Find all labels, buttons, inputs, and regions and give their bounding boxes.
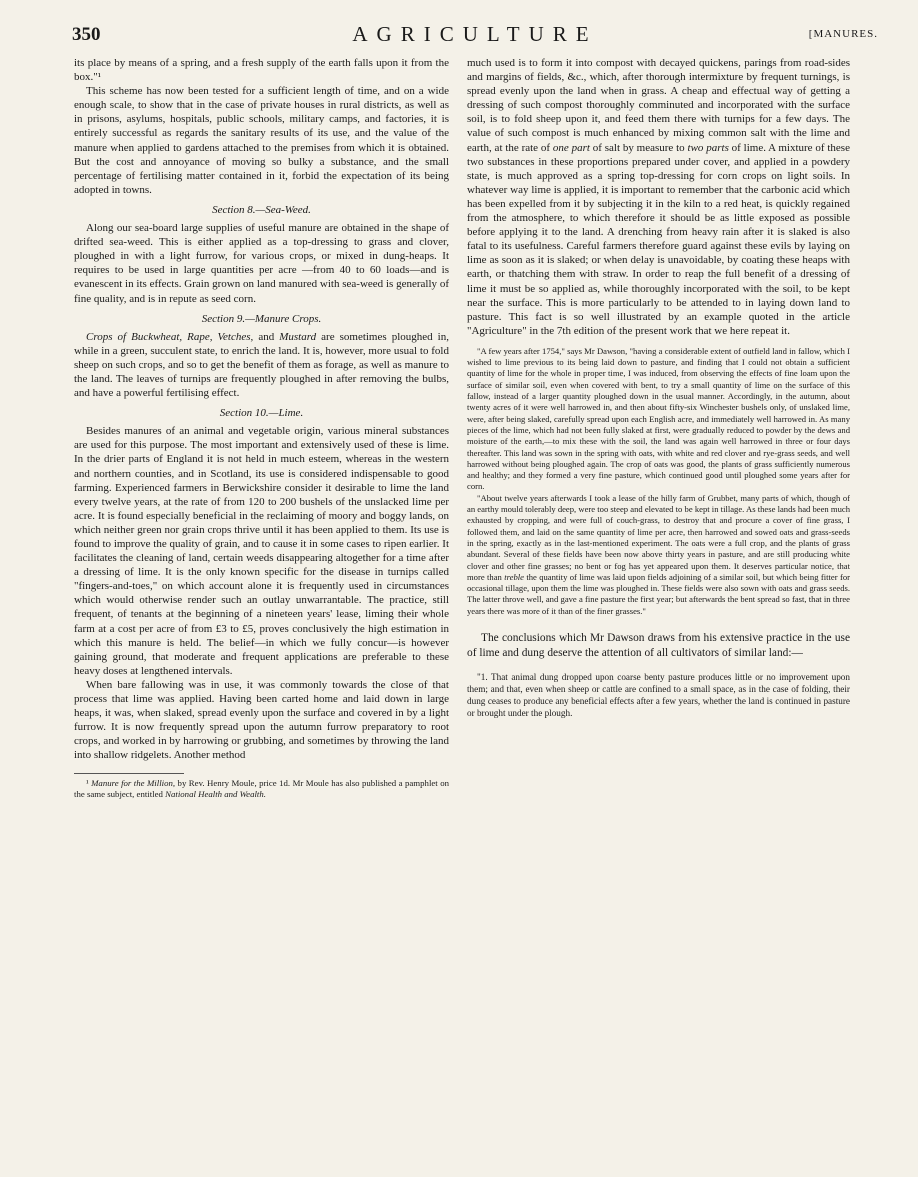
section-heading: Section 10.—Lime.	[219, 407, 304, 420]
paragraph: This scheme has now been tested for a sufficient length of time, and on a wide enough scale, to show that in the case of private houses in rural districts, as well as in prisons, asylums, hospitals, public schools, military camps, and factories, it is entirely successful as regards the sanitary results of its use, and the value of the manure when applied to gardens attached to the premises from which it is obtained. But the cost and annoyance of moving so bulky a substance, and the small percentage of fertilising matter contained in it, forbid the expectation of its being adopted in towns.	[74, 85, 449, 196]
italic-term: one part	[552, 141, 590, 154]
block-quote	[467, 672, 850, 719]
body-paragraph-block	[467, 631, 850, 660]
footnote-title: Manure for the Million,	[91, 777, 176, 788]
section-tag: [MANURES.	[808, 28, 878, 40]
text-run: of lime. A mixture of these two substances in these proportions prepared under cover, and applied in a powdery state, is much approved as a spring top-dressing for corn crops on light soils. In whatever way lime is applied, it is important to remember that the carbonic acid which has been expelled from it by subjecting it in the kiln to a red heat, is quickly regained from the atmosphere, to which therefore it should be as little exposed as possible before applying it to the land. A drenching from heavy rain after it is slaked is also fatal to its usefulness. Careful farmers therefore guard against these evils by laying on lime as soon as it is slaked; or when delay is unavoidable, by coating these heaps with earth, or thatching them with straw. In order to reap the full benefit of a dressing of lime it must be so applied as, while thoroughly incorporated with the soil, to be kept near the surface. This is more particularly to be attended to in laying down land to pasture. This fact is so well illustrated by an example quoted in the article "Agriculture" in the 7th edition of the present work that we here repeat it.	[467, 141, 850, 337]
quote-paragraph: "1. That animal dung dropped upon coarse benty pasture produces little or no improvement upon them; and that, even when sheep or cattle are confined to a small space, as in the case of folding, their dung ceases to produce any beneficial effects after a few years, whether the land is continued in pasture or brought under the plough.	[467, 672, 850, 718]
page-header	[72, 22, 878, 52]
paragraph: When bare fallowing was in use, it was commonly towards the close of that process that lime was applied. Having been carted home and laid down in large heaps, it was, when slaked, spread evenly upon the surface and covered in by a light furrow. It is now frequently spread upon the autumn furrow preparatory to root crops, and worked in by harrowing or grubbing, and sometimes by throwing the land into shallow ridgelets. Another method	[74, 678, 449, 762]
footnote-title: National Health and Wealth.	[165, 788, 266, 799]
block-quote	[467, 346, 850, 617]
section-heading: Section 8.—Sea-Weed.	[212, 203, 311, 216]
text-run: of salt by measure to	[589, 141, 688, 154]
running-title: AGRICULTURE	[352, 22, 598, 46]
paragraph	[467, 56, 850, 338]
paragraph: Along our sea-board large supplies of useful manure are obtained in the shape of drifted sea-weed. This is either applied as a top-dressing to grass and clover, ploughed in with a light furrow, for various crops, or mixed in dung-heaps. It requires to be used in large quantities per acre —from 40 to 60 loads—and is evanescent in its effects. Grain grown on land manured with sea-weed is generally of fine quality, and is in repute as seed corn.	[74, 222, 449, 305]
text-run: and	[253, 330, 280, 343]
paragraph: its place by means of a spring, and a fresh supply of the earth falls upon it from the box."¹	[74, 57, 449, 84]
left-column	[74, 56, 449, 800]
paragraph: The conclusions which Mr Dawson draws from his extensive practice in the use of lime and dung deserve the attention of all cultivators of similar land:—	[467, 632, 850, 659]
text-run: the quantity of lime was laid upon fields adjoining of a similar soil, but which being fitter for occasional tillage, upon them the lime was ploughed in. These fields were also sown with oats and grass seeds. The latter throve well, and gave a fine pasture the first year; but afterwards the bent spread so fast, that in three years there was more of it than of the finer grasses."	[467, 571, 850, 616]
italic-term: Crops of Buckwheat, Rape, Vetches,	[86, 330, 254, 343]
italic-term: Mustard	[279, 330, 317, 343]
italic-term: two parts	[687, 141, 729, 154]
footnote-mark: ¹	[86, 777, 92, 788]
text-run: much used is to form it into compost with decayed quickens, parings from road-sides and margins of fields, &c., which, after thorough intermixture by frequent turnings, is spread evenly upon the land when in grass. A cheap and effectual way of getting a dressing of such compost thoroughly comminuted and incorporated with the surface soil, is to fold sheep upon it, and feed them there with turnips for a few days. The value of such compost is much enhanced by mixing common salt with the lime and earth, at the rate of	[467, 57, 850, 154]
quote-paragraph	[467, 493, 850, 617]
italic-term: treble	[504, 571, 524, 582]
text-run: by Rev. Henry Moule, price 1d. Mr Moule has also published a pamphlet on the same subject, entitled	[74, 777, 449, 799]
text-run: are sometimes ploughed in, while in a green, succulent state, to enrich the land. It is, however, more usual to fold sheep on such crops, and so to get the benefit of them as forage, as well as manure to the land. The leaves of turnips are frequently ploughed in after removing the bulbs, and have a powerful fertilising effect.	[74, 330, 449, 400]
footnote-rule	[74, 773, 184, 774]
section-heading: Section 9.—Manure Crops.	[201, 312, 322, 325]
paragraph: Besides manures of an animal and vegetable origin, various mineral substances are used for this purpose. The most important and extensively used of these is lime. In the drier parts of England it is not held in much esteem, whereas in the western and northern counties, and in Scotland, its use is considered indispensable to good farming. Experienced farmers in Berwickshire consider it desirable to lime the land every twelve years, at the rate of from 120 to 200 bushels of the unslacked lime per acre. It is found especially beneficial in the reclaiming of moory and boggy lands, on which neither green nor grain crops thrive until it has been applied to them. Its use is found to improve the quality of grain, and to cause it in some cases to ripen earlier. It facilitates the cleaning of land, certain weeds disappearing altogether for a time after a dressing of lime. It is the only known specific for the disease in turnips called "fingers-and-toes," on which account alone it is frequently used in circumstances which would otherwise render such an outlay unwarrantable. The practice, still frequent, of tenants at the beginning of a nineteen years' lease, liming their whole farm at a cost per acre of from £3 to £5, proves conclusively the high estimation in which this manure is held. The belief—in which we fully concur—is however gaining ground, that moderate and frequent applications are preferable to these heavy doses at lengthened intervals.	[74, 425, 449, 677]
paragraph	[74, 330, 449, 400]
page-number: 350	[72, 24, 101, 45]
text-run: "About twelve years afterwards I took a lease of the hilly farm of Grubbet, many parts of which, though of an earthy mould tolerably deep, were too steep and elevated to be kept in tillage. As these lands had been much exhausted by cropping, and were full of couch-grass, to destroy that and procure a cover of fine grass, I followed them, and laid on the same quantity of lime per acre, then harrowed and sowed oats and grass-seeds in the spring, exactly as in the last-mentioned experiment. The oats were a full crop, and the plants of grass abundant. Several of these fields have been now above thirty years in pasture, and are still producing white clover and other fine grasses; no bent or fog has yet appeared upon them. It deserves particular notice, that more than	[467, 492, 850, 582]
quote-paragraph: "A few years after 1754," says Mr Dawson, "having a considerable extent of outfield land in fallow, which I wished to lime previous to its being laid down to pasture, and finding that I could not obtain a sufficient quantity of lime for the whole in proper time, I was induced, from observing the effects of fine loam upon the surface of similar soil, even when covered with bent, to try a small quantity of lime on the surface of this fallow, instead of a larger quantity ploughed down in the usual manner. Accordingly, in the autumn, about twenty acres of it were well harrowed in, and then about fifty-six Winchester bushels only, of unslaked lime, were, after being slaked, carefully spread upon each English acre, and immediately well harrowed in. As many pieces of the lime, which had not been fully slaked at first, were gradually reduced to powder by the dews and moisture of the earth,—to mix these with the soil, the land was again well harrowed in three or four days thereafter. This land was sown in the spring with oats, with white and red clover and rye-grass seeds, and well harrowed without being ploughed again. The crop of oats was good, the plants of grass sufficiently numerous and healthy; and they formed a very fine pasture, which continued good until ploughed some years after for corn.	[467, 345, 850, 492]
right-column	[467, 56, 850, 719]
footnote	[74, 778, 449, 801]
